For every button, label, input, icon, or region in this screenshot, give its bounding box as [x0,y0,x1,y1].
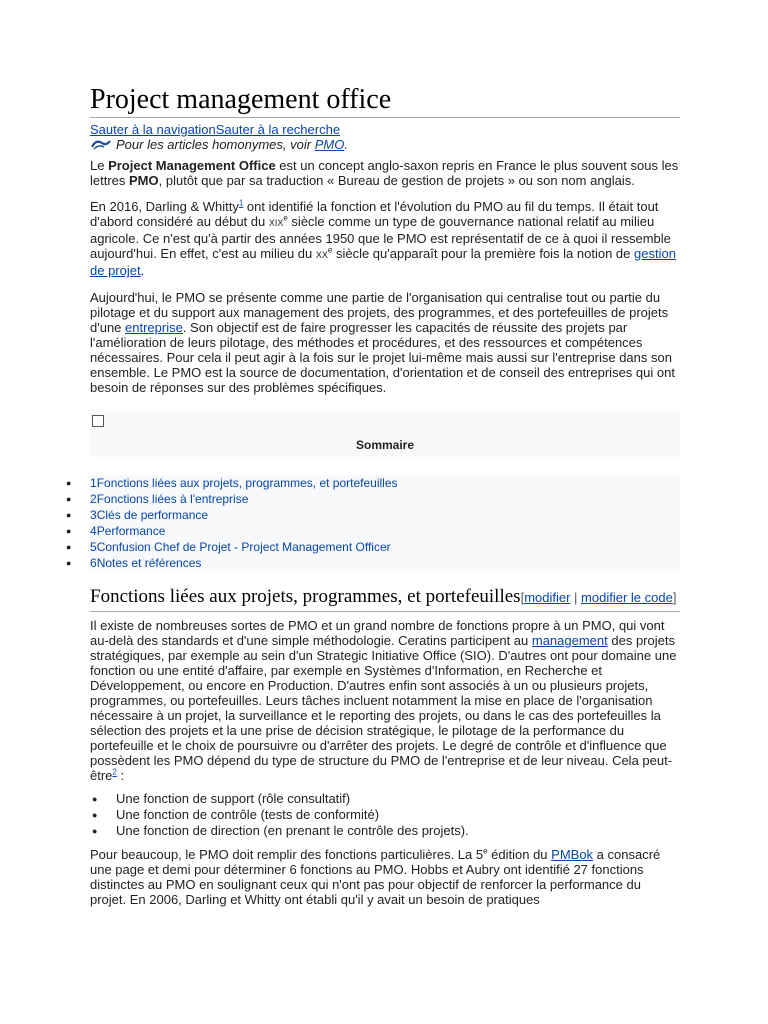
gestion-de-projet-link[interactable]: gestion de projet [90,246,676,278]
toc-item[interactable]: ● 4Performance [66,524,166,538]
article [66,84,680,907]
edit-section: [modifier | modifier le code] [520,590,677,605]
toc-item[interactable]: ● 1Fonctions liées aux projets, programmes, et portefeuilles [66,476,398,490]
management-link[interactable]: management [531,633,608,648]
edit-code-link[interactable]: modifier le code [581,590,673,605]
list-item: ● Une fonction de contrôle (tests de conformité) [92,807,380,822]
toc-item[interactable]: ● 5Confusion Chef de Projet - Project Management Officer [66,540,391,554]
hatnote-text: Pour les articles homonymes, voir [116,137,312,152]
section-paragraph-2: Pour beaucoup, le PMO doit remplir des fonctions particulières. La 5e édition du PMBok a consacré une page et demi pour déterminer 6 fonctions au PMO. Hobbs et Aubry ont identifié 27 fonctions distinctes au PMO en soulignant ceux qui n'ont pas pour objectif de renforcer la performance du projet. En 2006, Darling et Whitty ont établi qu'il y avait un besoin de pratiques [90,846,661,907]
skip-links [90,122,680,137]
intro-paragraph-3: Aujourd'hui, le PMO se présente comme une partie de l'organisation qui centralise tout ou partie du pilotage et du support aux management des projets, des programmes, et des portefeuilles de projets d'une entreprise. Son objectif est de faire progresser les capacités de réussite des projets par l'amélioration de leurs pilotage, des méthodes et procédures, et des ressources et compétences nécessaires. Pour cela il peut agir à la fois sur le projet lui-même mais aussi sur l'entreprise dans son ensemble. Le PMO est la source de documentation, d'orientation et de conseil des entreprises qui ont besoin de réponses sur des problèmes spécifiques. [90,290,675,395]
toc-toggle-checkbox[interactable] [92,415,104,427]
skip-search-link[interactable]: Sauter à la recherche [215,122,341,137]
entreprise-link[interactable]: entreprise [125,320,183,335]
toc-title: Sommaire [355,438,415,452]
section-paragraph-1: Il existe de nombreuses sortes de PMO et un grand nombre de fonctions propre à un PMO, qui vont au-delà des standards et d'une simple méthodologie. Ceratins participent au management des projets stratégiques, par exemple au sein d'un Strategic Initiative Office (SIO). D'autres ont pour domaine une fonction ou une entité d'affaire, par exemple en Systèmes d'Information, en Recherche et Développement, ou encore en Production. D'autres enfin sont associés à un ou plusieurs projets, programmes, ou portefeuilles. Leurs tâches incluent notamment la mise en place de l'organisation nécessaire à un projet, la surveillance et le reporting des projets, ou dans le cas des portefeuilles la sélection des projets et la une prise de décision stratégique, le pilotage de la performance du portefeuille et le choix de poursuivre ou d'arrêter des projets. Le degré de contrôle et d'influence que possèdent les PMO dépend du type de structure du PMO de l'entreprise et de leur niveau. Cela peut-être$^2$ : [90,618,677,783]
intro-paragraph-1: Le Project Management Office est un concept anglo-saxon repris en France le plus souvent sous les lettres PMO, plutôt que par sa traduction « Bureau de gestion de projets » ou son nom anglais. [90,158,679,188]
list-item: ● Une fonction de direction (en prenant le contrôle des projets). [92,823,469,838]
list-item: ● Une fonction de support (rôle consultatif) [92,791,351,806]
intro-paragraph-2: En 2016, Darling & Whitty$^1$ ont identifié la fonction et l'évolution du PMO au fil du temps. Il était tout d'abord considéré au début du XIXe siècle comme un type de gouvernance national relatif au milieu agricole. Ce n'est qu'à partir des années 1950 que le PMO est représentatif de ce à quoi il ressemble aujourd'hui. En effet, c'est au milieu du XXe siècle qu'apparaît pour la première fois la notion de gestion de projet. [90,198,676,278]
edit-link[interactable]: modifier [524,590,571,605]
hatnote: Pour les articles homonymes, voir PMO . [90,137,680,152]
section-heading: Fonctions liées aux projets, programmes, et portefeuilles[modifier | modifier le code] [90,585,680,612]
toc-list [66,475,680,571]
page-title: Project management office [90,84,680,118]
hatnote-link[interactable]: PMO [314,137,345,152]
disambiguation-icon [90,139,112,151]
reference-1[interactable]: 1 [238,198,244,208]
pmbok-link[interactable]: PMBok [551,847,594,862]
toc-item[interactable]: ● 3Clés de performance [66,508,209,522]
reference-2[interactable]: 2 [112,767,117,777]
toc-item[interactable]: ● 2Fonctions liées à l'entreprise [66,492,249,506]
toc-item[interactable]: ● 6Notes et références [66,556,202,570]
function-list [90,791,680,839]
skip-navigation-link[interactable]: Sauter à la navigation [90,122,216,137]
toc-header [90,409,680,457]
